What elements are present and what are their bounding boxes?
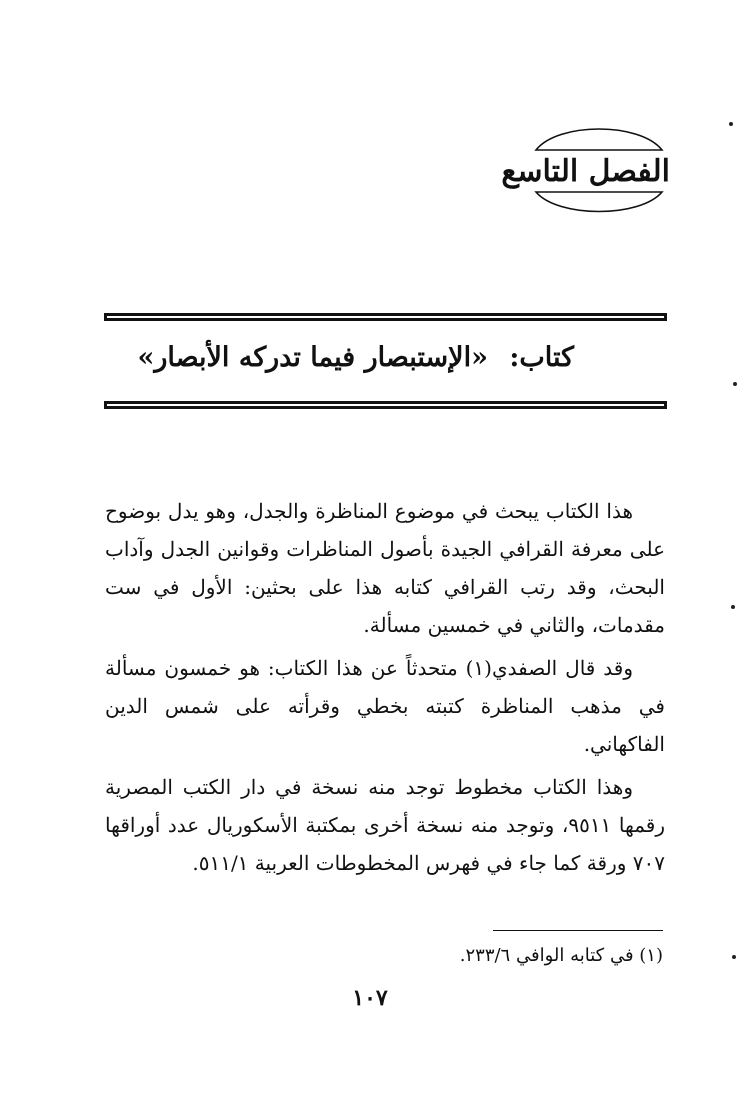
chapter-title: الفصل التاسع	[501, 154, 670, 189]
margin-speck	[733, 382, 737, 386]
book-title-name: «الإستبصار فيما تدركه الأبصار»	[137, 342, 488, 373]
body-text	[105, 492, 665, 887]
margin-speck	[732, 955, 736, 959]
title-frame-bottom-rule	[104, 401, 667, 409]
margin-speck	[731, 605, 735, 609]
footnote: (١) في كتابه الوافي ٢٣٣/٦.	[459, 945, 663, 966]
page-number: ١٠٧	[352, 985, 388, 1011]
footnote-separator	[493, 930, 663, 931]
book-title-label: كتاب:	[509, 342, 574, 373]
paragraph: وهذا الكتاب مخطوط توجد منه نسخة في دار الكتب المصرية رقمها ٩٥١١، وتوجد منه نسخة أخرى بمكتبة الأسكوريال عدد أوراقها ٧٠٧ ورقة كما جاء في فهرس المخطوطات العربية ٥١١/١.	[105, 775, 665, 875]
title-frame-top-rule	[104, 313, 667, 321]
book-title	[104, 332, 574, 384]
paragraph: هذا الكتاب يبحث في موضوع المناظرة والجدل، وهو يدل بوضوح على معرفة القرافي الجيدة بأصول المناظرات وقوانين الجدل وآداب البحث، وقد رتب القرافي كتابه هذا على بحثين: الأول في ست مقدمات، والثاني في خمسين مسألة.	[105, 499, 665, 637]
paragraph: وقد قال الصفدي(١) متحدثاً عن هذا الكتاب: هو خمسون مسألة في مذهب المناظرة كتبته بخطي وقرأته على شمس الدين الفاكهاني.	[105, 656, 665, 756]
margin-speck	[729, 122, 733, 126]
